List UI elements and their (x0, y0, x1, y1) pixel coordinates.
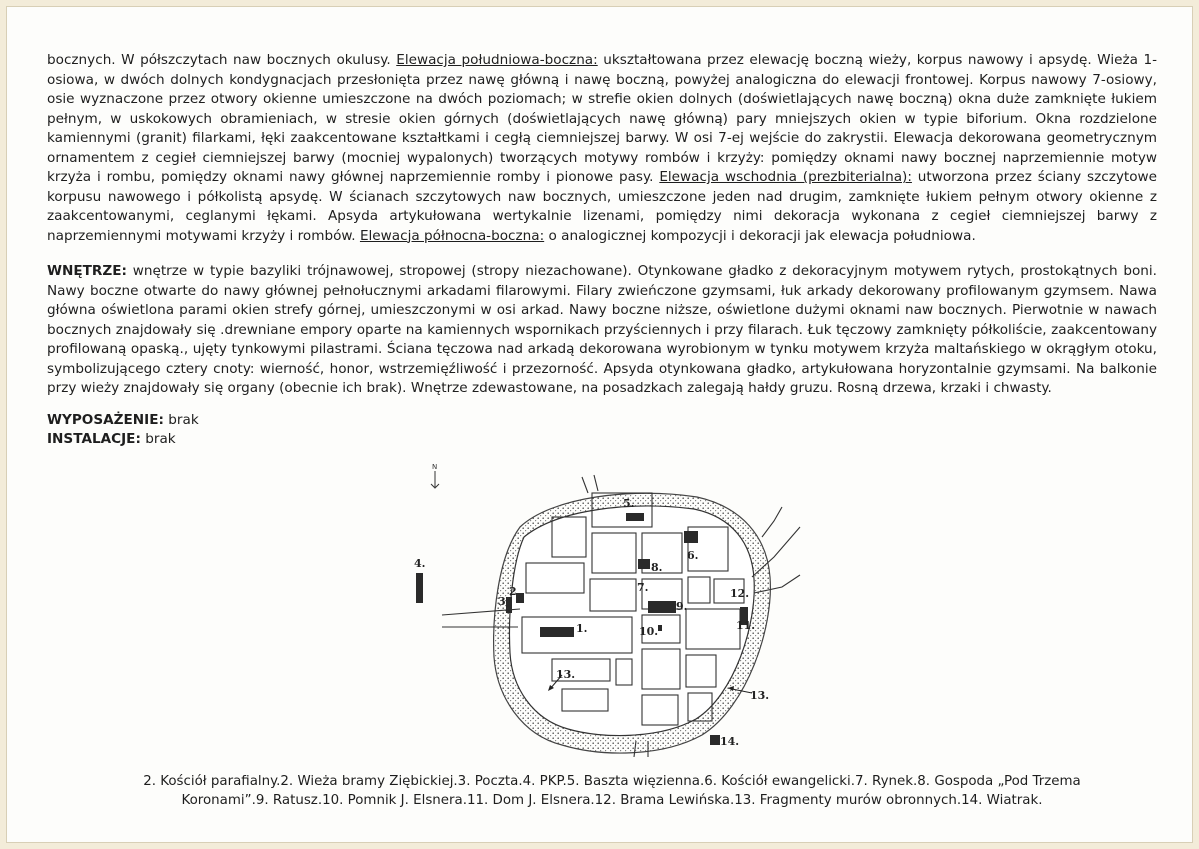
map-label-10: 10. (639, 625, 659, 638)
map-label-11: 11. (736, 619, 756, 632)
installations-value: brak (140, 431, 176, 447)
elevations-text-2: ukształtowana przez elewację boczną wieży, korpus nawowy i apsydę. Wieża 1-osiowa, w dwóch dolnych kondygnacjach przesłonięta przez nawę główną i nawę boczną, powyżej analogiczna do elewacji frontowej. Korpus nawowy 7-osiowy, osie wyznaczone przez otwory okienne umieszczone na dwóch poziomach; w strefie okien dolnych (doświetlających nawę boczną) okna duże zamknięte łukiem pełnym, w uskokowych obramieniach, w stresie okien górnych (doświetlających nawę główną) pary mniejszych okien w typie biforium. Okna rozdzielone kamiennymi (granit) filarkami, łęki zaakcentowane kształtkami i cegłą ciemniejszej barwy. W osi 7-ej wejście do zakrystii. Elewacja dekorowana geometrycznym ornamentem z cegieł ciemniejszej barwy (mocniej wypalonych) tworzących motywy rombów i krzyży: pomiędzy oknami nawy bocznej naprzemiennie motyw krzyża i rombu, pomiędzy oknami nawy głównej naprzemiennie romby i pionowe pasy. (47, 52, 1157, 185)
town-plan-map (402, 457, 802, 757)
north-label: N (432, 463, 438, 471)
map-label-13b: 13. (750, 689, 770, 702)
elevations-text-4: o analogicznej kompozycji i dekoracji jak elewacja południowa. (544, 227, 976, 244)
heading-south-elevation: Elewacja południowa-boczna: (396, 52, 598, 68)
installations-label: INSTALACJE: (47, 431, 141, 447)
document-page (6, 6, 1193, 843)
installations-line (47, 430, 1157, 450)
map-label-2: 2 (509, 585, 517, 598)
equipment-value: brak (163, 411, 199, 428)
map-label-13a: 13. (556, 668, 576, 681)
heading-east-elevation: Elewacja wschodnia (prezbiterialna): (659, 169, 912, 185)
map-label-12: 12. (730, 587, 750, 600)
map-label-4: 4. (414, 557, 426, 570)
interior-paragraph (47, 262, 1157, 399)
map-label-7: 7. (637, 581, 649, 594)
heading-north-elevation: Elewacja północna-boczna: (359, 227, 545, 244)
interior-label: WNĘTRZE: (47, 263, 127, 279)
interior-text: wnętrze w typie bazyliki trójnawowej, stropowej (stropy niezachowane). Otynkowane gładko z dekoracyjnym motywem rytych, prostokątnych boni. Nawy boczne otwarte do nawy głównej pełnołucznymi arkadami filarowymi. Filary zwieńczone gzymsami, łuk arkady dekorowany profilowanym gzymsem. Nawa główna oświetlona parami okien strefy górnej, umieszczonymi w osi arkad. Nawy boczne niższe, oświetlone dużymi oknami naw bocznych. Pierwotnie w nawach bocznych znajdowały się .drewniane empory oparte na kamiennych wspornikach przyściennych i przy filarach. Łuk tęczowy zamknięty półkoliście, zaakcentowany profilowaną opaską., ujęty tynkowymi pilastrami. Ściana tęczowa nad arkadą dekorowana wyrobionym w tynku motywem krzyża maltańskiego w okrągłym otoku, symbolizującego cztery cnoty: wierność, honor, wstrzemięźliwość i przezorność. Apsyda otynkowana gładko, artykułowana horyzontalnie gzymsami. Na balkonie przy wieży znajdowały się organy (obecnie ich brak). Wnętrze zdewastowane, na posadzkach zalegają hałdy gruzu. Rosną drzewa, krzaki i chwasty. (47, 263, 1157, 396)
equipment-label: WYPOSAŻENIE: (47, 411, 164, 428)
north-arrow-icon (431, 471, 439, 488)
map-label-3: 3 (498, 595, 506, 608)
map-label-1: 1. (576, 622, 588, 635)
map-label-8: 8. (651, 561, 663, 574)
document-text (47, 51, 1157, 450)
map-label-6: 6. (687, 549, 699, 562)
map-label-14: 14. (720, 735, 740, 748)
map-label-5: 5. (623, 497, 635, 510)
elevations-text-1: bocznych. W półszczytach naw bocznych okulusy. (47, 52, 397, 68)
map-label-9: 9. (676, 600, 688, 613)
map-caption: 2. Kościół parafialny.2. Wieża bramy Ziębickiej.3. Poczta.4. PKP.5. Baszta więzienna.6. Kościół ewangelicki.7. Rynek.8. Gospoda „Pod Trzema Koronami”.9. Ratusz.10. Pomnik J. Elsnera.11. Dom J. Elsnera.12. Brama Lewińska.13. Fragmenty murów obronnych.14. Wiatrak. (143, 774, 1081, 808)
equipment-line (47, 411, 1157, 431)
elevations-text-3: utworzona przez ściany szczytowe korpusu nawowego i półkolistą apsydę. W ścianach szczytowych naw bocznych, umieszczone jeden nad drugim, zamknięte łukiem pełnym otwory okienne z zaakcentowanymi, ceglanymi łękami. Apsyda artykułowana wertykalnie lizenami, pomiędzy nimi dekoracja wykonana z cegieł ciemniejszej barwy z naprzemiennymi motywami krzyży i rombów. (47, 169, 1157, 244)
elevations-paragraph (47, 51, 1157, 246)
